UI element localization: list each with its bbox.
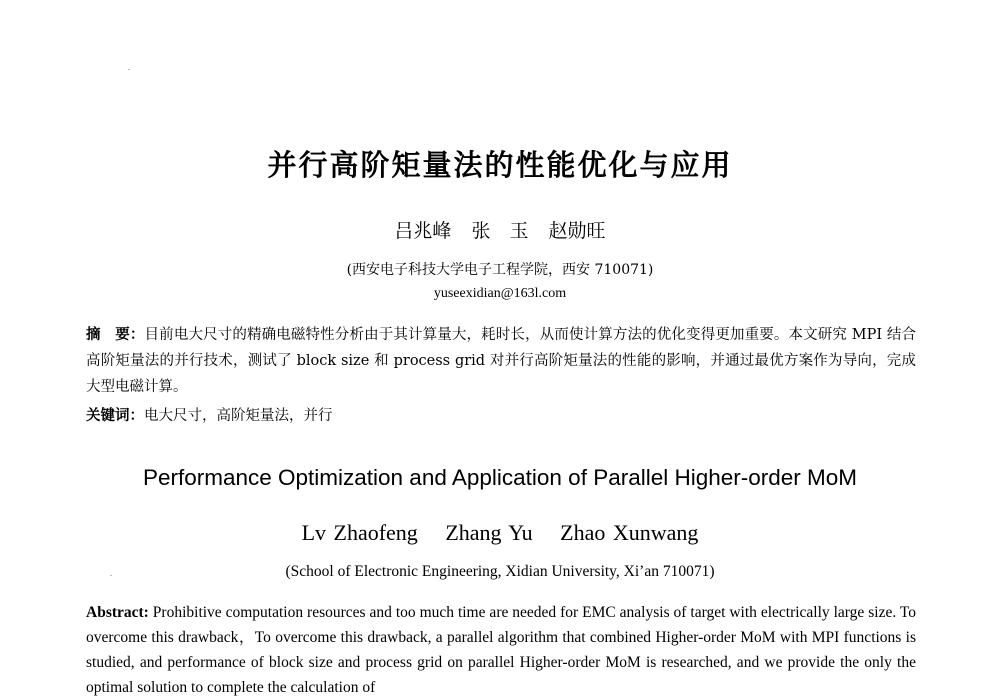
scan-speck <box>128 69 130 70</box>
cn-abstract <box>86 322 916 400</box>
en-abstract-text: Prohibitive computation resources and too much time are needed for EMC analysis of target with electrically large size. To overcome this drawback，To overcome this drawback, a parallel algorithm that combined Higher-order MoM with MPI functions is studied, and performance of block size and process grid on parallel Higher-order MoM is researched, and we provide the only the optimal solution to complete the calculation of <box>86 604 917 696</box>
en-affiliation: (School of Electronic Engineering, Xidian University, Xi’an 710071) <box>285 563 715 580</box>
cn-abstract-text: 目前电大尺寸的精确电磁特性分析由于其计算量大，耗时长，从而使计算方法的优化变得更加重要。本文研究 MPI 结合高阶矩量法的并行技术，测试了 block size 和 process grid 对并行高阶矩量法的性能的影响，并通过最优方案作为导向，完成大型电磁计算。 <box>86 327 917 395</box>
en-abstract <box>86 600 916 700</box>
en-author: Zhang Yu <box>445 520 533 545</box>
cn-keywords-text: 电大尺寸，高阶矩量法，并行 <box>144 408 333 424</box>
cn-affiliation: (西安电子科技大学电子工程学院，西安 710071) <box>346 262 654 278</box>
cn-keywords-label: 关键词： <box>86 408 144 424</box>
en-author: Zhao Xunwang <box>560 520 699 545</box>
cn-author: 吕兆峰 <box>394 220 452 242</box>
cn-author: 张 玉 <box>471 220 529 242</box>
author-email: yuseexidian@163l.com <box>433 286 567 301</box>
cn-abstract-label: 摘 要： <box>86 327 145 343</box>
en-authors <box>0 520 1000 546</box>
cn-author: 赵勋旺 <box>548 220 606 242</box>
cn-title: 并行高阶矩量法的性能优化与应用 <box>267 148 733 182</box>
cn-authors <box>0 216 1000 243</box>
en-title: Performance Optimization and Application of Parallel Higher-order MoM <box>142 465 858 490</box>
cn-keywords <box>86 403 916 429</box>
en-abstract-label: Abstract: <box>86 604 149 621</box>
en-author: Lv Zhaofeng <box>301 520 418 545</box>
